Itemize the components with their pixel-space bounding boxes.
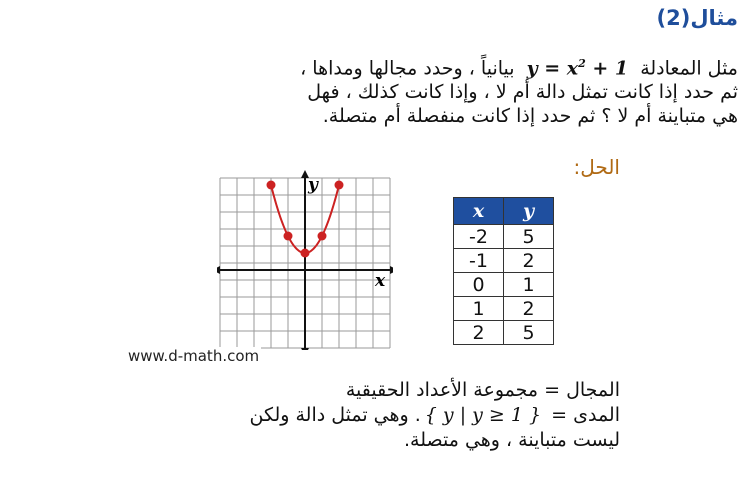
cell-x: 0 — [454, 273, 504, 297]
y-axis-arrow-down — [301, 348, 309, 350]
values-table — [453, 197, 554, 345]
graph-point — [335, 181, 344, 190]
x-axis-arrow-right — [390, 266, 393, 274]
range-set: { y | y ≥ 1 } — [424, 404, 542, 426]
example-title: مثال(2) — [656, 6, 738, 30]
problem-text: مثل المعادلة — [640, 57, 738, 80]
problem-line-1 — [118, 52, 738, 80]
table-row — [454, 321, 554, 345]
range-suffix: . وهي تمثل دالة ولكن — [249, 404, 421, 426]
cell-y: 5 — [504, 225, 554, 249]
equation-tail: + 1 — [585, 57, 629, 80]
equation — [527, 52, 629, 80]
equation-exponent: 2 — [578, 57, 586, 70]
cell-x: 1 — [454, 297, 504, 321]
domain-line: المجال = مجموعة الأعداد الحقيقية — [345, 379, 620, 401]
table-row — [454, 249, 554, 273]
problem-text: بيانياً ، وحدد مجالها ومداها ، — [300, 57, 515, 80]
cell-y: 5 — [504, 321, 554, 345]
table-row — [454, 297, 554, 321]
cell-y: 2 — [504, 297, 554, 321]
cell-x: 2 — [454, 321, 504, 345]
graph-point — [318, 232, 327, 241]
cell-x: -1 — [454, 249, 504, 273]
graph-point — [267, 181, 276, 190]
table-header-x: x — [454, 198, 504, 225]
x-axis-arrow-left — [217, 266, 220, 274]
watermark: www.d-math.com — [128, 347, 260, 365]
parabola-graph — [217, 170, 393, 350]
x-axis-label: x — [375, 271, 386, 291]
table-row — [454, 273, 554, 297]
graph-axes — [217, 170, 393, 350]
problem-line-3: هي متباينة أم لا ؟ ثم حدد إذا كانت منفصلة أم متصلة. — [322, 105, 738, 128]
answer-block — [150, 378, 620, 453]
problem-line-2: ثم حدد إذا كانت تمثل دالة أم لا ، وإذا كانت كذلك ، فهل — [307, 81, 738, 104]
range-line — [150, 403, 620, 428]
y-axis-label: y — [308, 175, 318, 195]
graph-point — [301, 249, 310, 258]
table-row — [454, 225, 554, 249]
range-prefix: المدى = — [551, 404, 620, 426]
cell-y: 2 — [504, 249, 554, 273]
table-header-y: y — [504, 198, 554, 225]
cell-y: 1 — [504, 273, 554, 297]
answer-line-3: ليست متباينة ، وهي متصلة. — [404, 429, 620, 451]
cell-x: -2 — [454, 225, 504, 249]
graph-point — [284, 232, 293, 241]
problem-statement — [118, 52, 738, 128]
solution-label: الحل: — [573, 155, 620, 179]
equation-base: y = x — [526, 57, 579, 80]
